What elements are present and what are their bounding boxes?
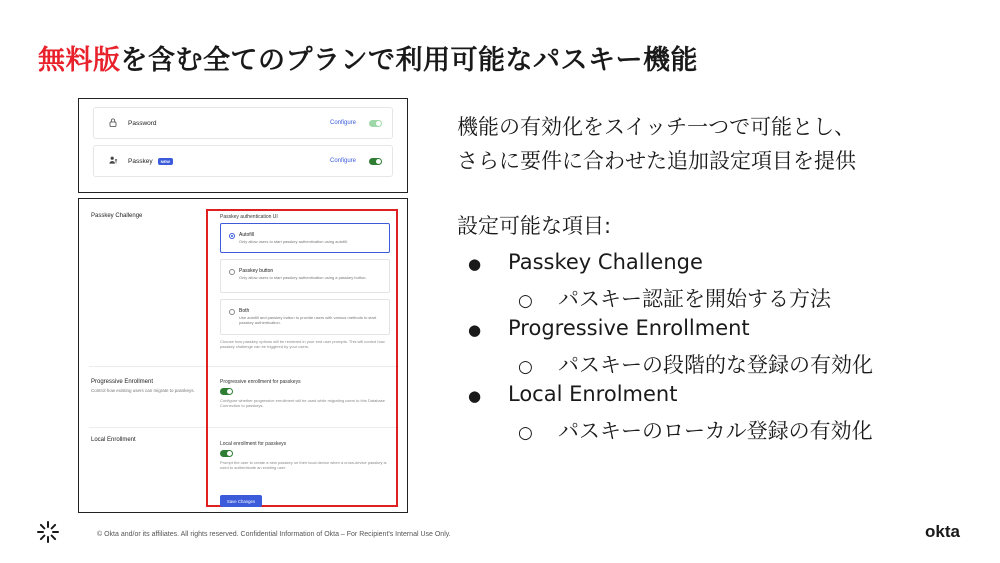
lock-icon <box>106 118 120 129</box>
item-name: Progressive Enrollment <box>508 316 750 340</box>
option-autofill[interactable] <box>220 223 390 253</box>
list-item <box>468 316 750 340</box>
passkey-button-desc: Only allow users to start passkey authentication using a passkey button. <box>239 275 367 280</box>
items-heading: 設定可能な項目: <box>457 214 612 238</box>
both-radio[interactable] <box>229 309 235 315</box>
new-badge: NEW <box>158 158 173 165</box>
passkey-challenge-label: Passkey Challenge <box>91 213 143 219</box>
bullet-marker: ● <box>468 321 482 339</box>
connections-screenshot <box>78 98 408 193</box>
list-subitem <box>518 283 831 313</box>
item-sub: パスキーのローカル登録の有効化 <box>558 419 873 443</box>
password-connection-row <box>93 107 393 139</box>
passkey-ui-heading: Passkey authentication UI <box>220 214 278 220</box>
okta-burst-icon <box>36 520 60 548</box>
autofill-radio[interactable] <box>229 233 235 239</box>
list-subitem <box>518 415 873 445</box>
passkey-connection-row <box>93 145 393 177</box>
title-highlight: 無料版 <box>38 45 121 76</box>
user-key-icon <box>106 156 120 166</box>
list-subitem <box>518 349 873 379</box>
local-toggle-label: Local enrollment for passkeys <box>220 441 287 447</box>
item-name: Passkey Challenge <box>508 250 703 274</box>
password-toggle[interactable] <box>369 120 382 127</box>
item-sub: パスキー認証を開始する方法 <box>558 287 831 311</box>
description-line-2: さらに要件に合わせた追加設定項目を提供 <box>457 149 856 173</box>
title-rest: を含む全てのプランで利用可能なパスキー機能 <box>120 45 698 76</box>
slide-title <box>38 38 698 77</box>
option-both[interactable] <box>220 299 390 335</box>
item-sub: パスキーの段階的な登録の有効化 <box>558 353 873 377</box>
progressive-enrollment-toggle[interactable] <box>220 388 233 395</box>
local-toggle-desc: Prompt the user to create a new passkey on their local device when a cross-device passkey is used to authenticate an existing user. <box>220 460 387 471</box>
passkey-label: Passkey <box>128 157 153 165</box>
progressive-enrollment-desc: Control how existing users can migrate to passkeys. <box>91 388 195 393</box>
passkey-toggle[interactable] <box>369 158 382 165</box>
both-name: Both <box>239 308 250 314</box>
save-changes-button[interactable]: Save Changes <box>220 495 262 507</box>
bullet-marker: ● <box>468 255 482 273</box>
passkey-settings-screenshot <box>78 198 408 513</box>
passkey-button-name: Passkey button <box>239 268 274 274</box>
password-configure-link[interactable]: Configure <box>329 120 356 126</box>
sub-bullet-marker: ○ <box>518 291 533 311</box>
both-desc: Use autofill and passkey button to provide users with various methods to start passkey authentication. <box>239 315 377 326</box>
passkey-configure-link[interactable]: Configure <box>329 158 356 164</box>
progressive-enrollment-label: Progressive Enrollment <box>91 379 154 385</box>
feature-description <box>457 110 856 178</box>
list-item <box>468 382 677 406</box>
passkey-ui-note: Choose how passkey options will be rendered in your end user prompts. This will control how passkey challenge can be triggered by your users. <box>220 339 385 350</box>
option-passkey-button[interactable] <box>220 259 390 293</box>
item-name: Local Enrolment <box>508 382 678 406</box>
autofill-name: Autofill <box>239 232 255 238</box>
okta-logo: okta <box>925 522 960 541</box>
passkey-button-radio[interactable] <box>229 269 235 275</box>
password-label: Password <box>128 119 157 127</box>
list-item <box>468 250 703 274</box>
progressive-toggle-label: Progressive enrollment for passkeys <box>220 379 301 385</box>
footer-copyright: © Okta and/or its affiliates. All rights reserved. Confidential Information of Okta – For Recipient's Internal Use Only. <box>97 531 451 538</box>
local-enrollment-toggle[interactable] <box>220 450 233 457</box>
description-line-1: 機能の有効化をスイッチ一つで可能とし、 <box>457 115 856 139</box>
bullet-marker: ● <box>468 387 482 405</box>
progressive-toggle-desc: Configure whether progressive enrollment will be used while migrating users to this Database Connection to passkeys. <box>220 398 385 409</box>
autofill-desc: Only allow users to start passkey authentication using autofill. <box>239 239 348 244</box>
sub-bullet-marker: ○ <box>518 357 533 377</box>
sub-bullet-marker: ○ <box>518 423 533 443</box>
highlighted-settings-box <box>206 209 398 507</box>
local-enrollment-label: Local Enrollment <box>91 437 136 443</box>
